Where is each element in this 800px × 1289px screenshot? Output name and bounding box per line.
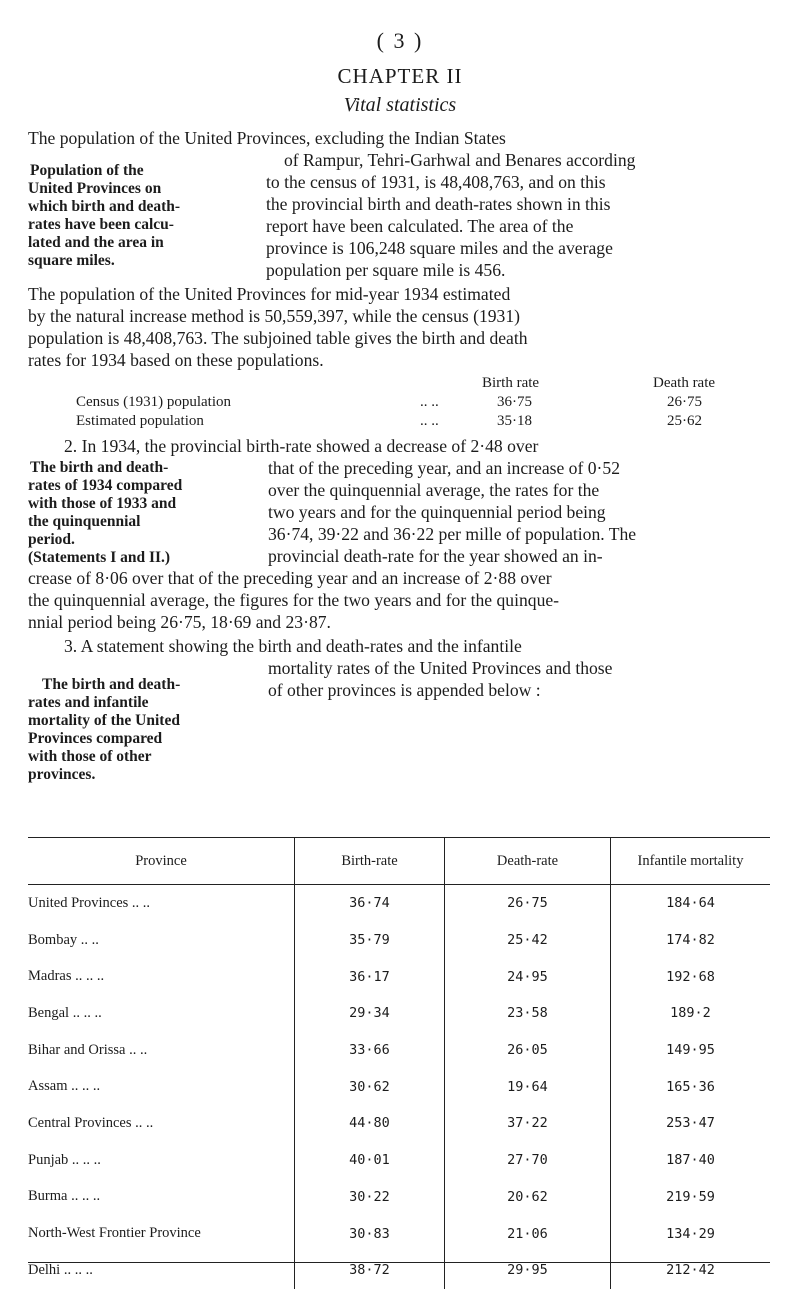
birth-rate: 30·62 bbox=[295, 1068, 445, 1105]
birth-rate: 36·74 bbox=[295, 885, 445, 922]
birth-rate: 38·72 bbox=[295, 1252, 445, 1289]
birth-rate: 33·66 bbox=[295, 1032, 445, 1069]
infantile-mortality: 219·59 bbox=[611, 1179, 771, 1216]
sidenote-line: rates have been calcu- bbox=[28, 216, 174, 233]
para1-line: the provincial birth and death-rates shown in this bbox=[266, 194, 611, 214]
table-row bbox=[28, 922, 770, 959]
province-name: Bengal .. .. .. bbox=[28, 1004, 102, 1021]
table-row bbox=[28, 1215, 770, 1252]
column-header-death-rate: Death-rate bbox=[445, 838, 611, 885]
sidenote-line: Population of the bbox=[30, 162, 144, 179]
sidenote-line: Provinces compared bbox=[28, 730, 163, 747]
chapter-subtitle: Vital statistics bbox=[343, 94, 457, 116]
province-name: Burma .. .. .. bbox=[28, 1188, 101, 1205]
para2-line: rates for 1934 based on these populations. bbox=[28, 350, 324, 370]
table-row bbox=[28, 885, 770, 922]
province-name: Delhi .. .. .. bbox=[28, 1261, 93, 1278]
para1-line: of Rampur, Tehri-Garhwal and Benares according bbox=[284, 150, 636, 170]
death-rate: 37·22 bbox=[445, 1105, 611, 1142]
para4-line: 3. A statement showing the birth and death-rates and the infantile bbox=[64, 636, 522, 656]
para2-line: The population of the United Provinces for mid-year 1934 estimated bbox=[28, 284, 511, 304]
sidenote-line: lated and the area in bbox=[28, 234, 164, 251]
infantile-mortality: 184·64 bbox=[611, 885, 771, 922]
death-rate: 23·58 bbox=[445, 995, 611, 1032]
province-name: Bihar and Orissa .. .. bbox=[28, 1041, 148, 1058]
infantile-mortality: 134·29 bbox=[611, 1215, 771, 1252]
province-name: North-West Frontier Province bbox=[28, 1225, 201, 1242]
infantile-mortality: 174·82 bbox=[611, 922, 771, 959]
table-row bbox=[28, 1105, 770, 1142]
sidenote-line: rates of 1934 compared bbox=[28, 477, 183, 494]
sidenote-line: provinces. bbox=[28, 766, 96, 783]
death-rate: 25·42 bbox=[445, 922, 611, 959]
para4-line: of other provinces is appended below : bbox=[268, 680, 541, 700]
para1-line: population per square mile is 456. bbox=[266, 260, 506, 280]
small-table-header-birth: Birth rate bbox=[482, 375, 540, 391]
small-table-label: Estimated population bbox=[76, 413, 204, 429]
para4-line: mortality rates of the United Provinces and those bbox=[268, 658, 613, 678]
birth-rate: 44·80 bbox=[295, 1105, 445, 1142]
birth-rate: 36·17 bbox=[295, 958, 445, 995]
infantile-mortality: 165·36 bbox=[611, 1068, 771, 1105]
birth-rate: 29·34 bbox=[295, 995, 445, 1032]
death-rate: 29·95 bbox=[445, 1252, 611, 1289]
sidenote-line: rates and infantile bbox=[28, 694, 149, 711]
table-row bbox=[28, 1142, 770, 1179]
table-row bbox=[28, 1068, 770, 1105]
sidenote-line: square miles. bbox=[28, 252, 115, 269]
para3-line: provincial death-rate for the year showed an in- bbox=[268, 546, 603, 566]
birth-rate: 40·01 bbox=[295, 1142, 445, 1179]
small-table-label: Census (1931) population bbox=[76, 394, 231, 410]
province-name: Central Provinces .. .. bbox=[28, 1114, 154, 1131]
infantile-mortality: 149·95 bbox=[611, 1032, 771, 1069]
chapter-heading: CHAPTER II bbox=[337, 64, 463, 88]
para3-line: over the quinquennial average, the rates for the bbox=[268, 480, 600, 500]
table-row bbox=[28, 1252, 770, 1289]
vital-statistics-table bbox=[28, 837, 770, 1289]
para2-line: by the natural increase method is 50,559,397, while the census (1931) bbox=[28, 306, 521, 326]
birth-rate: 35·79 bbox=[295, 922, 445, 959]
para3-line: crease of 8·06 over that of the preceding year and an increase of 2·88 over bbox=[28, 568, 552, 588]
para3-line: nnial period being 26·75, 18·69 and 23·87. bbox=[28, 612, 331, 632]
para3-line: 2. In 1934, the provincial birth-rate showed a decrease of 2·48 over bbox=[64, 436, 539, 456]
small-table-birth: 35·18 bbox=[497, 413, 532, 429]
birth-rate: 30·83 bbox=[295, 1215, 445, 1252]
infantile-mortality: 192·68 bbox=[611, 958, 771, 995]
province-name: Punjab .. .. .. bbox=[28, 1151, 101, 1168]
infantile-mortality: 253·47 bbox=[611, 1105, 771, 1142]
death-rate: 27·70 bbox=[445, 1142, 611, 1179]
province-name: United Provinces .. .. bbox=[28, 894, 151, 911]
sidenote-line: The birth and death- bbox=[42, 676, 181, 693]
death-rate: 26·75 bbox=[445, 885, 611, 922]
death-rate: 20·62 bbox=[445, 1179, 611, 1216]
table-row bbox=[28, 958, 770, 995]
para1-line: The population of the United Provinces, excluding the Indian States bbox=[28, 128, 506, 148]
death-rate: 24·95 bbox=[445, 958, 611, 995]
para1-line: report have been calculated. The area of the bbox=[266, 216, 574, 236]
para3-line: the quinquennial average, the figures for the two years and for the quinque- bbox=[28, 590, 560, 610]
column-header-province: Province bbox=[28, 838, 295, 885]
small-table-death: 25·62 bbox=[667, 413, 702, 429]
sidenote-line: the quinquennial bbox=[28, 513, 141, 530]
para3-line: 36·74, 39·22 and 36·22 per mille of population. The bbox=[268, 524, 637, 544]
birth-rate: 30·22 bbox=[295, 1179, 445, 1216]
province-name: Assam .. .. .. bbox=[28, 1078, 101, 1095]
table-header-row bbox=[28, 838, 770, 885]
sidenote-line: mortality of the United bbox=[28, 712, 180, 729]
para1-line: province is 106,248 square miles and the average bbox=[266, 238, 613, 258]
small-table-birth: 36·75 bbox=[497, 394, 532, 410]
sidenote-line: United Provinces on bbox=[28, 180, 162, 197]
death-rate: 19·64 bbox=[445, 1068, 611, 1105]
province-name: Madras .. .. .. bbox=[28, 968, 105, 985]
para3-line: two years and for the quinquennial period being bbox=[268, 502, 606, 522]
sidenote-line: period. bbox=[28, 531, 75, 548]
sidenote-line: with those of other bbox=[28, 748, 152, 765]
infantile-mortality: 189·2 bbox=[611, 995, 771, 1032]
column-header-birth-rate: Birth-rate bbox=[295, 838, 445, 885]
sidenote-line: which birth and death- bbox=[28, 198, 181, 215]
small-table-dots: .. .. bbox=[420, 413, 439, 429]
para3-line: that of the preceding year, and an increase of 0·52 bbox=[268, 458, 620, 478]
para1-line: to the census of 1931, is 48,408,763, and on this bbox=[266, 172, 606, 192]
death-rate: 26·05 bbox=[445, 1032, 611, 1069]
small-table-header-death: Death rate bbox=[653, 375, 716, 391]
table-row bbox=[28, 1032, 770, 1069]
sidenote-line: The birth and death- bbox=[30, 459, 169, 476]
small-table-death: 26·75 bbox=[667, 394, 702, 410]
column-header-infantile-mortality: Infantile mortality bbox=[611, 838, 771, 885]
small-table-dots: .. .. bbox=[420, 394, 439, 410]
page-number: ( 3 ) bbox=[376, 28, 424, 53]
infantile-mortality: 212·42 bbox=[611, 1252, 771, 1289]
table-row bbox=[28, 1179, 770, 1216]
infantile-mortality: 187·40 bbox=[611, 1142, 771, 1179]
para2-line: population is 48,408,763. The subjoined table gives the birth and death bbox=[28, 328, 528, 348]
province-name: Bombay .. .. bbox=[28, 931, 99, 948]
death-rate: 21·06 bbox=[445, 1215, 611, 1252]
sidenote-line: (Statements I and II.) bbox=[28, 549, 171, 566]
table-row bbox=[28, 995, 770, 1032]
sidenote-line: with those of 1933 and bbox=[28, 495, 177, 512]
table-bottom-rule bbox=[28, 1262, 770, 1263]
